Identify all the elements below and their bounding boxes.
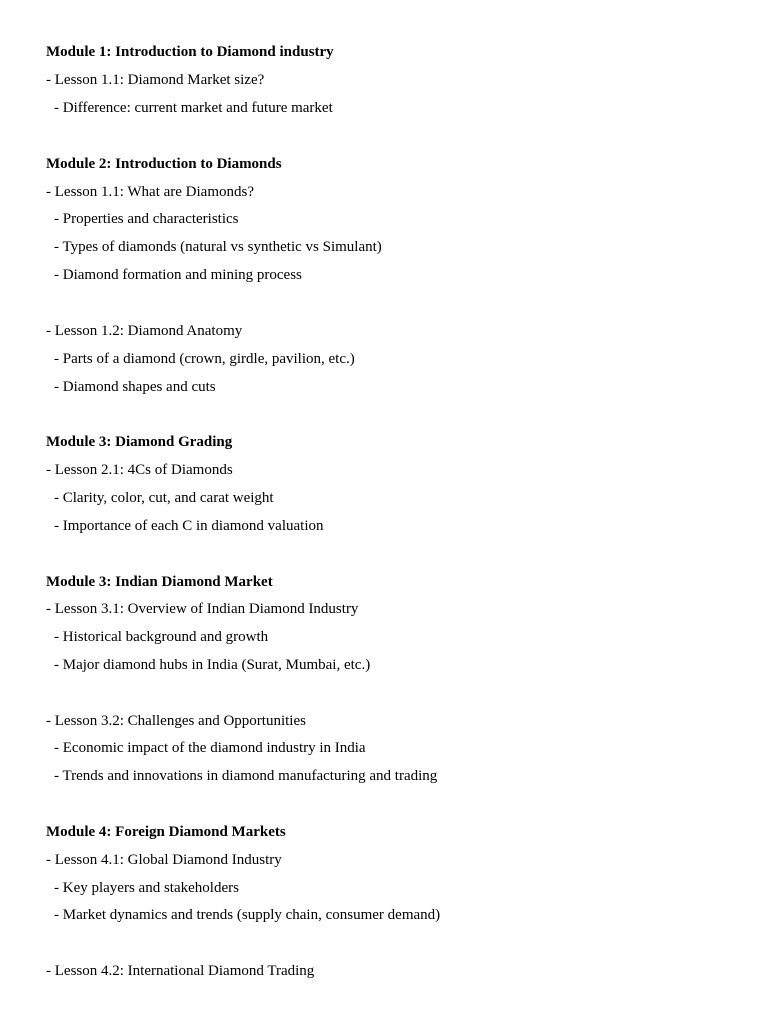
lesson-line: - Lesson 1.2: Diamond Anatomy bbox=[46, 323, 243, 339]
topic-line: - Properties and characteristics bbox=[54, 211, 239, 227]
module-heading: Module 3: Indian Diamond Market bbox=[46, 574, 273, 590]
topic-line: - Major diamond hubs in India (Surat, Mumbai, etc.) bbox=[54, 657, 371, 673]
topic-line: - Diamond formation and mining process bbox=[54, 267, 302, 283]
topic-line: - Trends and innovations in diamond manufacturing and trading bbox=[54, 768, 438, 784]
topic-line: - Parts of a diamond (crown, girdle, pavilion, etc.) bbox=[54, 351, 355, 367]
module-heading: Module 1: Introduction to Diamond industry bbox=[46, 44, 334, 60]
module-heading: Module 4: Foreign Diamond Markets bbox=[46, 824, 286, 840]
topic-line: - Key players and stakeholders bbox=[54, 880, 239, 896]
topic-line: - Difference: current market and future market bbox=[54, 100, 333, 116]
lesson-line: - Lesson 4.1: Global Diamond Industry bbox=[46, 852, 282, 868]
lesson-line: - Lesson 3.1: Overview of Indian Diamond Industry bbox=[46, 601, 359, 617]
topic-line: - Types of diamonds (natural vs synthetic vs Simulant) bbox=[54, 239, 382, 255]
lesson-line: - Lesson 4.2: International Diamond Trading bbox=[46, 963, 315, 979]
topic-line: - Economic impact of the diamond industry in India bbox=[54, 740, 366, 756]
lesson-line: - Lesson 3.2: Challenges and Opportunities bbox=[46, 713, 306, 729]
module-heading: Module 3: Diamond Grading bbox=[46, 434, 233, 450]
topic-line: - Historical background and growth bbox=[54, 629, 269, 645]
topic-line: - Diamond shapes and cuts bbox=[54, 379, 216, 395]
topic-line: - Clarity, color, cut, and carat weight bbox=[54, 490, 274, 506]
lesson-line: - Lesson 1.1: Diamond Market size? bbox=[46, 72, 265, 88]
topic-line: - Importance of each C in diamond valuation bbox=[54, 518, 324, 534]
module-heading: Module 2: Introduction to Diamonds bbox=[46, 156, 282, 172]
lesson-line: - Lesson 1.1: What are Diamonds? bbox=[46, 184, 255, 200]
lesson-line: - Lesson 2.1: 4Cs of Diamonds bbox=[46, 462, 233, 478]
topic-line: - Market dynamics and trends (supply chain, consumer demand) bbox=[54, 907, 441, 923]
